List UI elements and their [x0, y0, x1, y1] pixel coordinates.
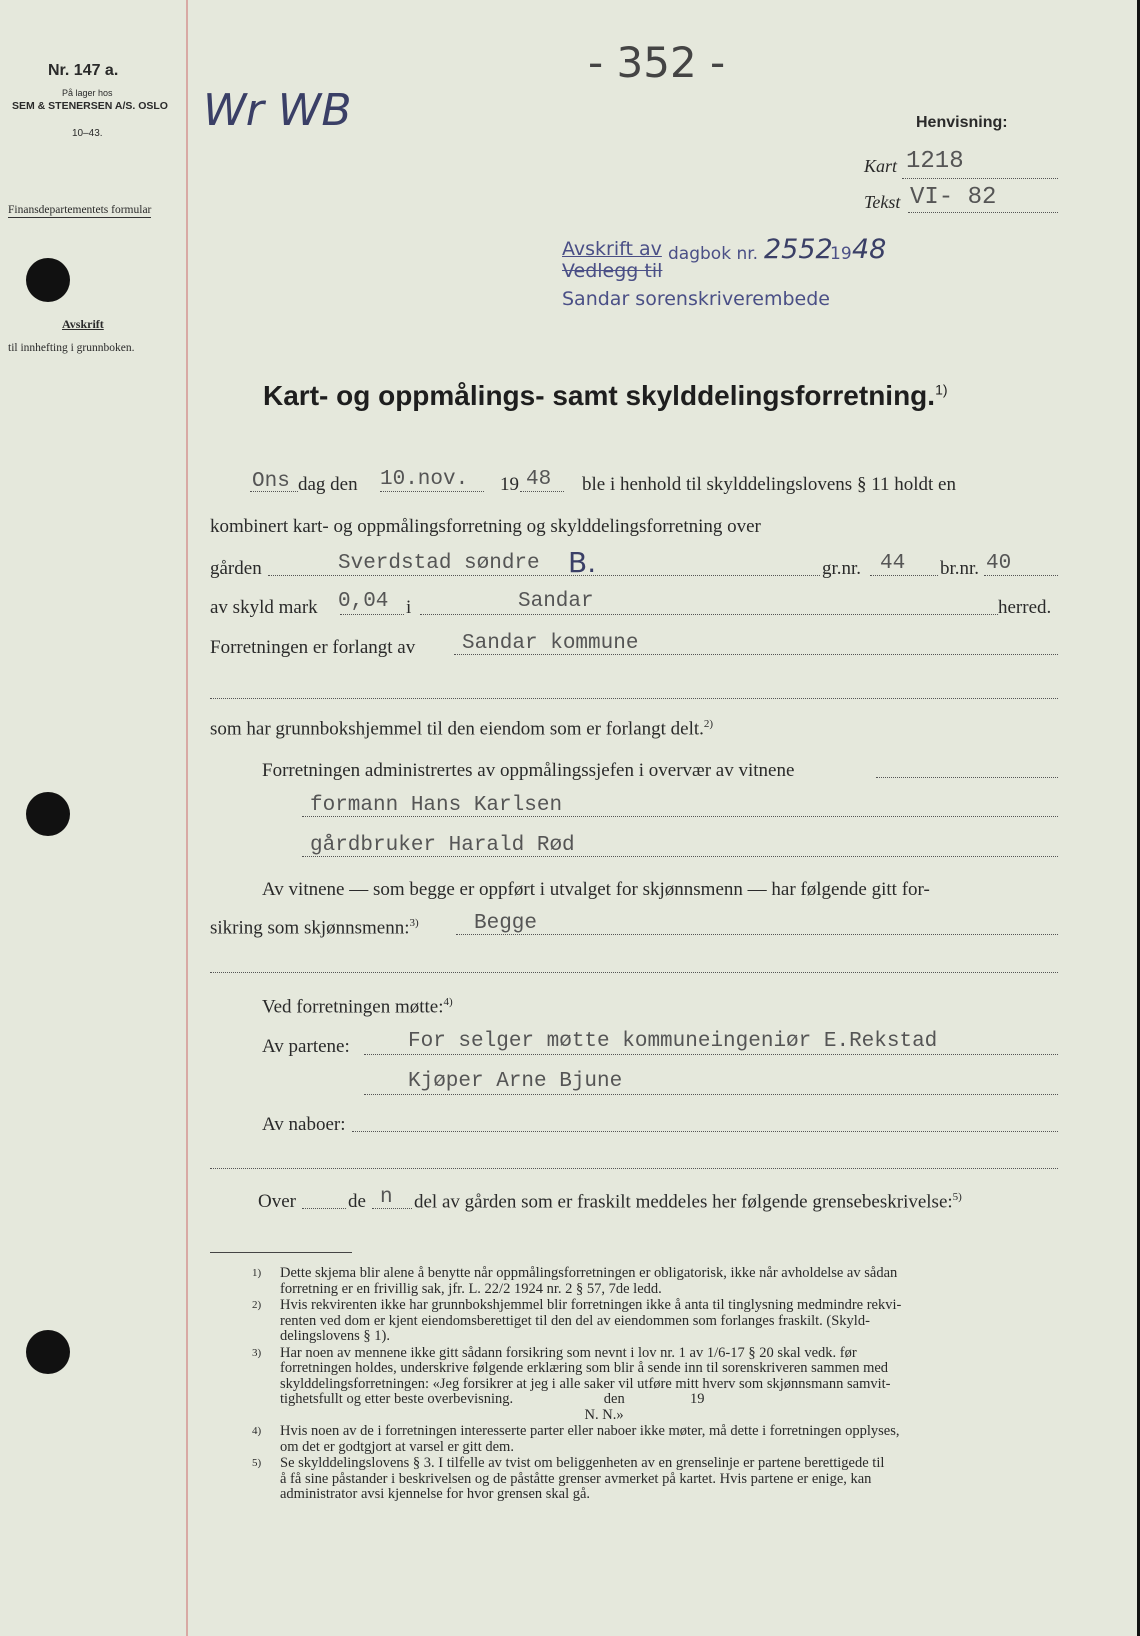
brnr-line: [984, 575, 1058, 576]
municipality-line: [420, 614, 998, 615]
footnote-line: delingslovens § 1).: [280, 1328, 390, 1344]
brnr-value: 40: [986, 552, 1012, 575]
partene-line-1: [364, 1054, 1058, 1055]
kart-value: 1218: [906, 148, 964, 175]
punch-hole-top: [26, 258, 70, 302]
footnote: [248, 1424, 1054, 1455]
witness-2: gårdbruker Harald Rød: [310, 834, 575, 857]
dag-den-label: dag den: [298, 474, 358, 495]
partene-label: Av partene:: [262, 1036, 350, 1057]
over-line: [302, 1208, 346, 1209]
farm-mark: B.: [568, 546, 597, 579]
admin-line: [876, 777, 1058, 778]
motte-text: Ved forretningen møtte:: [262, 996, 444, 1018]
footnote-line: Dette skjema blir alene å benytte når oppmålingsforretningen er obligatorisk, ikke når avholdelse av sådan: [280, 1265, 898, 1281]
footnote-line: om det er godtgjort at varsel er gitt dem.: [280, 1438, 514, 1455]
grnr-label: gr.nr.: [822, 558, 862, 579]
vitner-line: [456, 934, 1058, 935]
over-footnote-mark: 5): [952, 1191, 962, 1203]
vitner-footnote-mark: 3): [409, 917, 419, 929]
tekst-line: [908, 212, 1058, 213]
footnote-line: administrator avsi kjennelse for hvor grensen skal gå.: [280, 1486, 591, 1502]
stamp-dagbok-value: 2552: [764, 234, 833, 265]
farm-line: [268, 575, 820, 576]
footnote: [248, 1346, 1054, 1424]
form-department: Finansdepartementets formular: [8, 204, 152, 216]
form-avskrift-sub: til innhefting i grunnboken.: [8, 342, 135, 354]
partene-value-1: For selger møtte kommuneingeniør E.Rekstad: [408, 1030, 938, 1053]
footnote-mark: 3): [252, 1346, 262, 1359]
footnote: [248, 1456, 1054, 1503]
document-title: [263, 380, 948, 412]
motte-footnote-mark: 4): [443, 996, 453, 1008]
farm-name: Sverdstad søndre: [338, 552, 540, 575]
punch-hole-bottom: [26, 1330, 70, 1374]
over-sentence: del av gården som er fraskilt meddeles her følgende grensebeskrivelse:: [414, 1191, 953, 1213]
vitner-sentence: sikring som skjønnsmenn:: [210, 917, 410, 939]
form-number: Nr. 147 a.: [48, 62, 119, 79]
vitner-value: Begge: [474, 912, 538, 935]
grnr-value: 44: [880, 552, 906, 575]
i-label: i: [406, 597, 412, 618]
grunnbok-text: [210, 718, 713, 740]
footnote-separator: [210, 1252, 352, 1253]
partene-line-2: [364, 1094, 1058, 1095]
requested-label: Forretningen er forlangt av: [210, 637, 416, 658]
footnote: [248, 1266, 1054, 1297]
kart-line: [902, 178, 1058, 179]
title-footnote-mark: 1): [935, 381, 948, 398]
blank-line-2: [210, 972, 1058, 973]
reference-heading: Henvisning:: [916, 114, 1008, 131]
partene-value-2: Kjøper Arne Bjune: [408, 1070, 623, 1093]
footnote-mark: 1): [252, 1267, 262, 1279]
margin-rule: [186, 0, 188, 1636]
admin-text: Forretningen administrertes av oppmålingssjefen i overvær av vitnene: [262, 760, 795, 781]
stamp-avskrift-av: Avskrift av: [562, 238, 662, 260]
footnote-mark: 5): [252, 1457, 262, 1469]
skyld-value: 0,04: [338, 590, 389, 613]
herred-label: herred.: [998, 597, 1052, 618]
form-avskrift: Avskrift: [62, 317, 104, 331]
stamp-vedlegg-til: Vedlegg til: [562, 260, 663, 282]
stamp-year-prefix: 19: [830, 244, 852, 264]
footnote: [248, 1298, 1054, 1345]
tekst-value: VI- 82: [910, 184, 997, 211]
footnote-line: Hvis noen av de i forretningen interesserte parter eller naboer ikke møter, må dette i forretningen opplyses,: [280, 1423, 900, 1439]
date-line: [380, 491, 484, 492]
requested-value: Sandar kommune: [462, 632, 639, 655]
paragraph-1-text: ble i henhold til skylddelingslovens § 11 holdt en: [582, 474, 956, 495]
vitner-text-line-1: Av vitnene — som begge er oppført i utvalget for skjønnsmenn — har følgende gitt for-: [262, 879, 930, 900]
stamp-year-value: 48: [852, 234, 887, 265]
over-label: Over: [258, 1191, 296, 1212]
naboer-label: Av naboer:: [262, 1114, 346, 1135]
paragraph-1-line-2: kombinert kart- og oppmålingsforretning og skylddelingsforretning over: [210, 516, 761, 537]
footnote-line: skylddelingsforretningen: «Jeg forsikrer at jeg i alle saker vil utføre mitt hverv som skjønnsmann samvit-: [280, 1375, 891, 1392]
stamp-office: Sandar sorenskriverembede: [562, 288, 830, 310]
title-text: Kart- og oppmålings- samt skylddelingsforretning.: [263, 380, 936, 411]
form-publisher-line2: SEM & STENERSEN A/S. OSLO: [12, 100, 168, 112]
brnr-label: br.nr.: [940, 558, 980, 579]
year-value: 48: [526, 468, 552, 491]
footnotes: [248, 1266, 1054, 1504]
blank-line-3: [210, 1168, 1058, 1169]
naboer-line: [352, 1131, 1058, 1132]
footnote-mark: 4): [252, 1425, 262, 1437]
form-publisher-line1: På lager hos: [62, 88, 113, 98]
year-prefix: 19: [500, 474, 519, 495]
footnote-line: Hvis rekvirenten ikke har grunnbokshjemmel blir forretningen ikke å anta til tinglysning medmindre rekvi-: [280, 1297, 902, 1313]
footnote-line: forretningen holdes, underskrive følgende erklæring som blir å sende inn til sorenskriveren sammen med: [280, 1360, 889, 1376]
vitner-text-line-2: [210, 917, 419, 939]
grunnbok-sentence: som har grunnbokshjemmel til den eiendom som er forlangt delt.: [210, 718, 704, 740]
initials-signature: Wr WB: [203, 85, 352, 136]
date-value: 10.nov.: [380, 468, 469, 491]
skyld-label: av skyld mark: [210, 597, 318, 618]
day-value: Ons: [252, 470, 290, 493]
grnr-line: [870, 575, 938, 576]
municipality-value: Sandar: [518, 590, 594, 613]
stamp-dagbok-label: dagbok nr.: [668, 244, 759, 264]
page-number: - 352 -: [588, 38, 726, 87]
footnote-mark: 2): [252, 1299, 262, 1311]
grunnbok-footnote-mark: 2): [703, 718, 714, 730]
kart-label: Kart: [864, 156, 898, 176]
footnote-line: renten ved dom er kjent eiendomsberettiget til den del av eiendommen som forlanges fraskilt. (Skyld-: [280, 1312, 870, 1329]
skyld-line: [340, 614, 404, 615]
de-label: de: [348, 1191, 366, 1212]
form-print-code: 10–43.: [72, 128, 103, 139]
footnote-line: å få sine påstander i beskrivelsen og de påståtte grenser avmerket på kartet. Hvis partene er enige, kan: [280, 1470, 872, 1487]
year-line: [520, 491, 564, 492]
tekst-label: Tekst: [864, 192, 901, 212]
footnote-line: Har noen av mennene ikke gitt sådann forsikring som nevnt i lov nr. 1 av 1/6-17 § 20 skal vedk. før: [280, 1344, 857, 1361]
de-value: n: [380, 1186, 393, 1209]
garden-label: gården: [210, 558, 262, 579]
blank-line-1: [210, 698, 1058, 699]
footnote-line: forretning er en frivillig sak, jfr. L. 22/2 1924 nr. 2 § 57, 7de ledd.: [280, 1280, 662, 1297]
footnote-line: Se skylddelingslovens § 3. I tilfelle av tvist om beliggenheten av en grenselinje er partene berettigede til: [280, 1455, 885, 1471]
motte-label: [262, 996, 453, 1018]
over-text: [414, 1191, 962, 1213]
witness-1: formann Hans Karlsen: [310, 794, 563, 817]
footnote-line: N. N.»: [280, 1406, 624, 1423]
punch-hole-middle: [26, 792, 70, 836]
footnote-line: tighetsfullt og etter beste overbevisning. den 19: [280, 1391, 705, 1407]
